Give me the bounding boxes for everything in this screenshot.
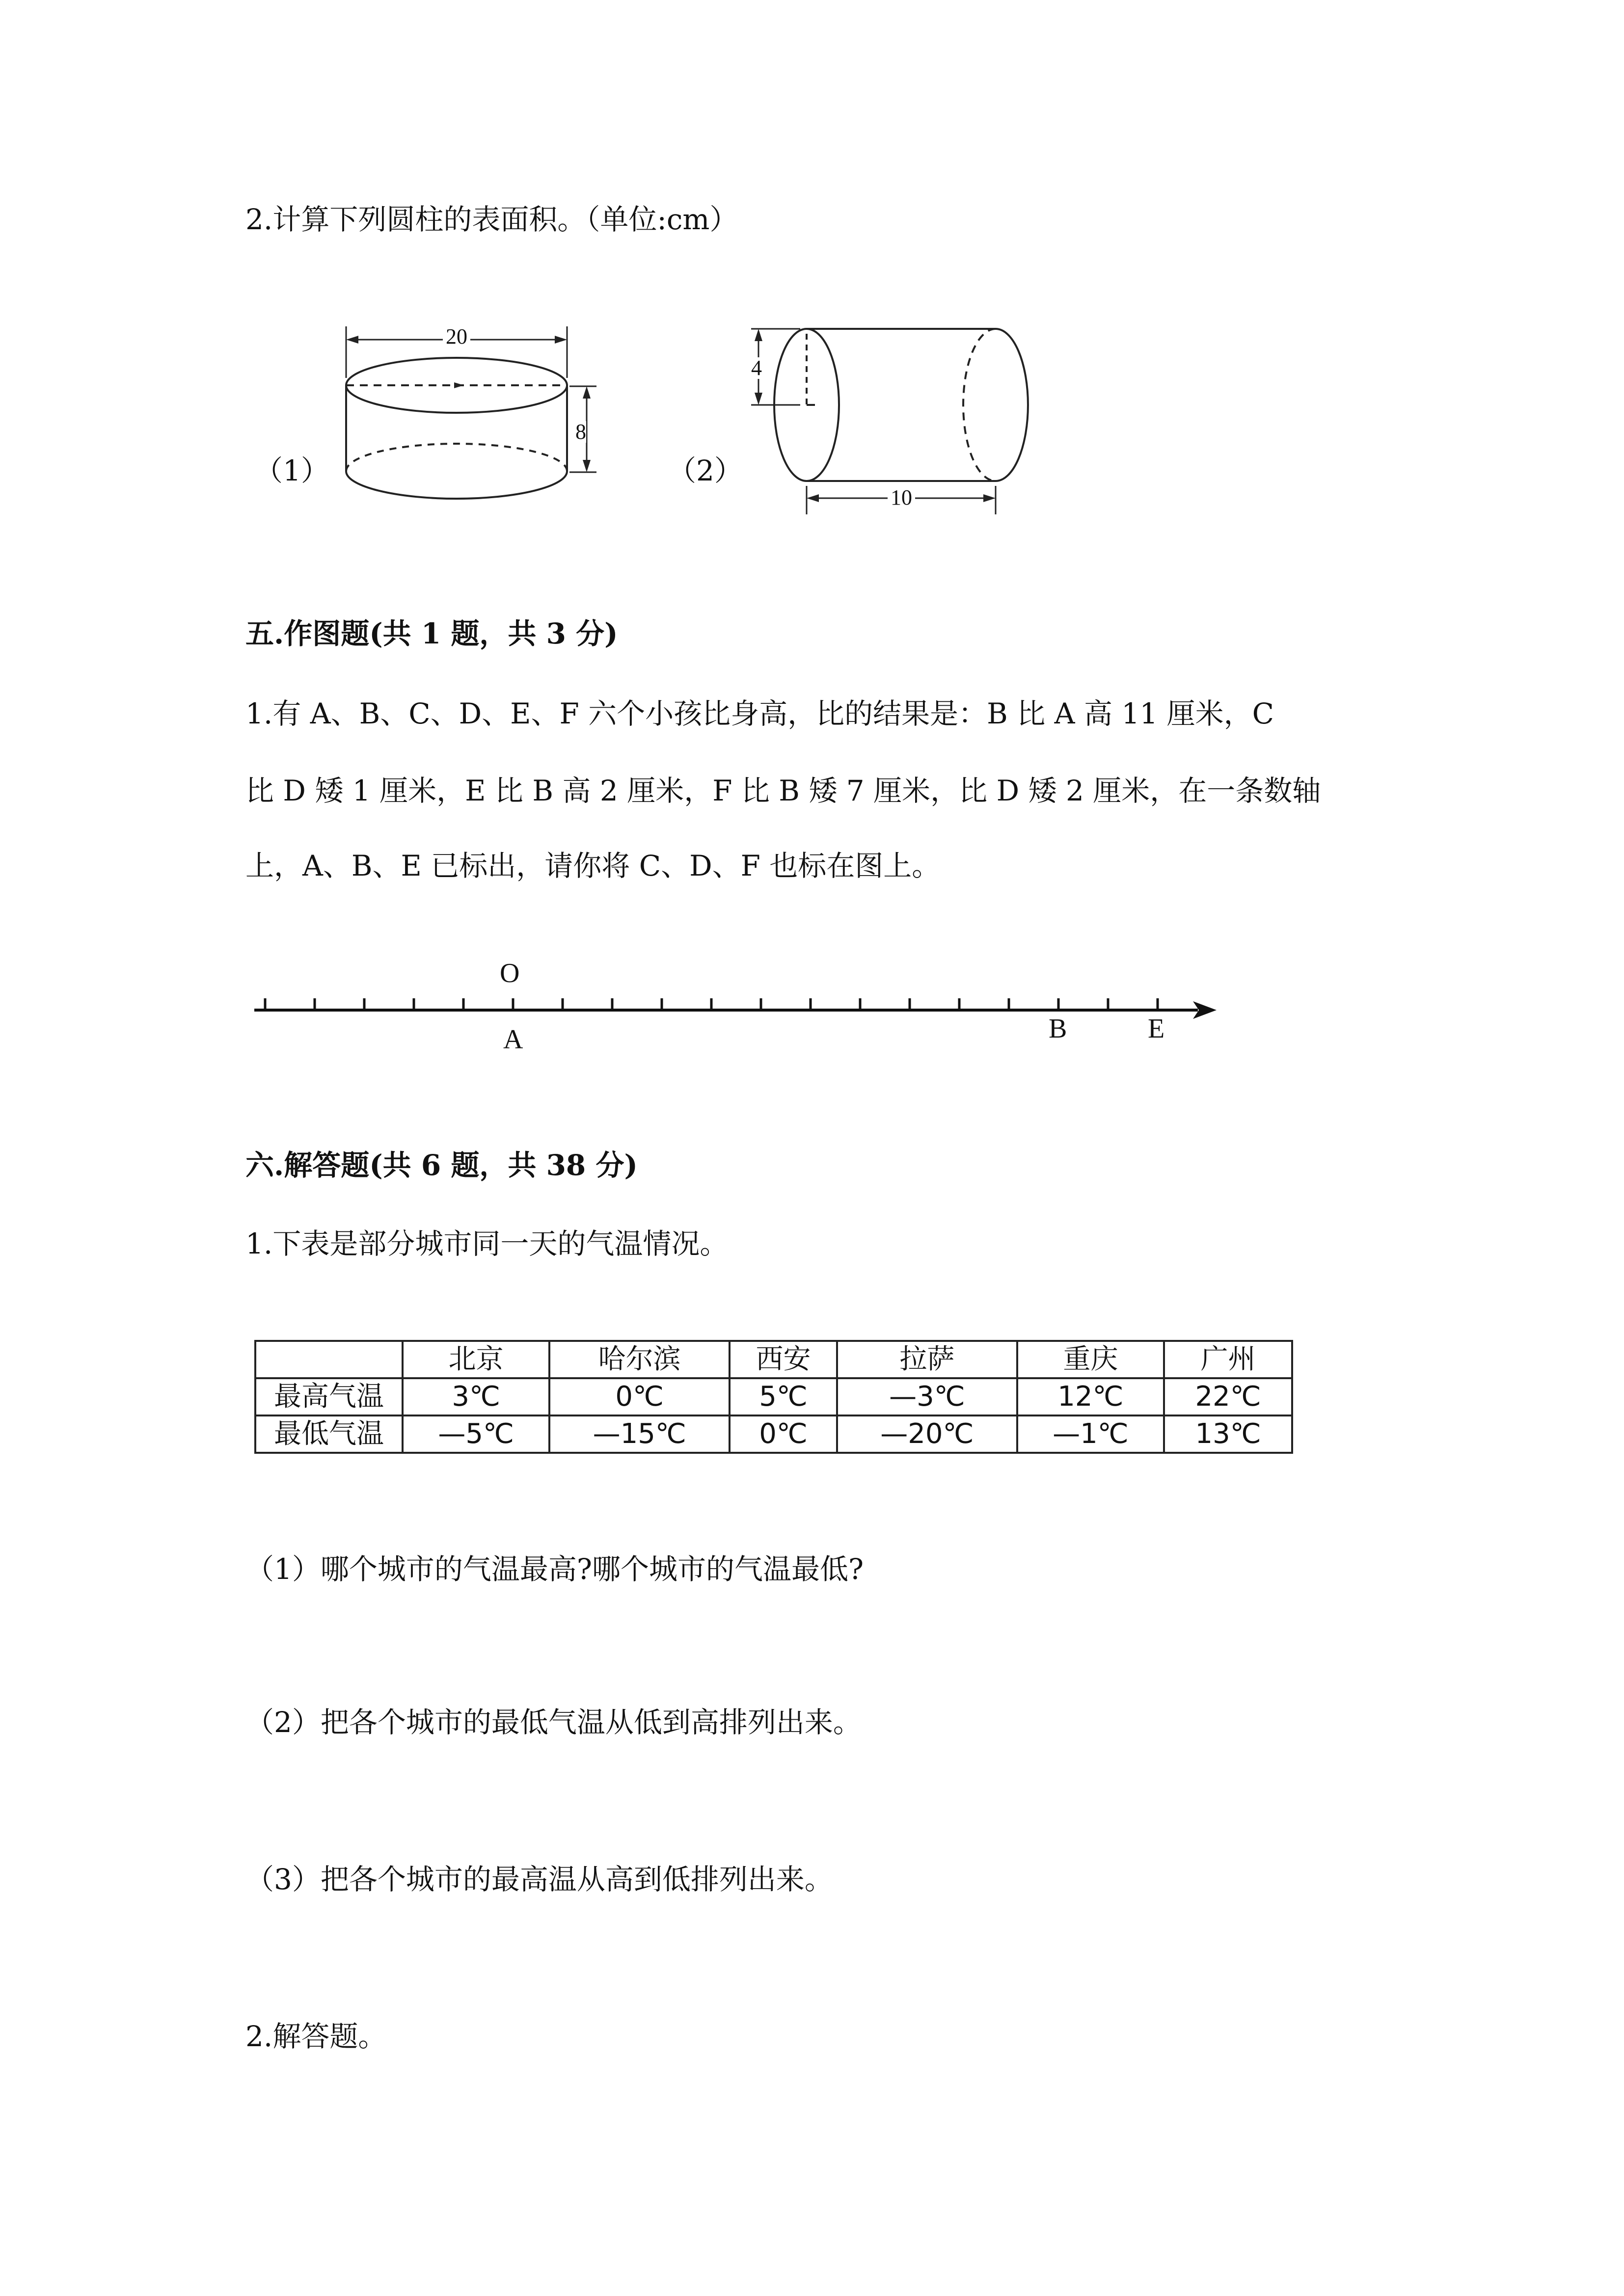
section-6-heading: 六.解答题(共 6 题，共 38 分) — [245, 1148, 638, 1182]
question-2-prompt-section-6: 2.解答题。 — [245, 2020, 387, 2053]
table-cell: 5℃ — [730, 1378, 837, 1415]
table-row — [255, 1378, 1292, 1415]
sub-question-1: （1）哪个城市的气温最高?哪个城市的气温最低? — [245, 1552, 864, 1586]
section-5-q1-line-1: 1.有 A、B、C、D、E、F 六个小孩比身高，比的结果是：B 比 A 高 11 厘米，C — [245, 697, 1274, 730]
table-cell: —3℃ — [837, 1378, 1017, 1415]
table-header-cell — [255, 1341, 403, 1378]
table-header-row — [255, 1341, 1292, 1378]
fig2-length-label: 10 — [888, 487, 915, 508]
section-5-q1-line-3: 上，A、B、E 已标出，请你将 C、D、F 也标在图上。 — [245, 849, 941, 882]
temperature-table — [254, 1340, 1293, 1454]
number-line-origin-label: O — [500, 958, 520, 988]
number-line-point-a: A — [503, 1024, 523, 1055]
question-2-prompt: 2.计算下列圆柱的表面积。（单位:cm） — [245, 203, 738, 236]
number-line-point-e: E — [1148, 1014, 1165, 1044]
table-row — [255, 1415, 1292, 1453]
table-header-cell: 广州 — [1164, 1341, 1292, 1378]
sub-question-2: （2）把各个城市的最低气温从低到高排列出来。 — [245, 1706, 862, 1739]
fig1-height-label: 8 — [575, 420, 586, 444]
figure-1-label: （1） — [254, 454, 329, 487]
table-cell: 13℃ — [1164, 1415, 1292, 1453]
sub-question-3: （3）把各个城市的最高温从高到低排列出来。 — [245, 1863, 833, 1896]
table-cell: 最低气温 — [255, 1415, 403, 1453]
table-cell: —20℃ — [837, 1415, 1017, 1453]
table-cell: 3℃ — [403, 1378, 549, 1415]
table-cell: 0℃ — [549, 1378, 730, 1415]
table-cell: —15℃ — [549, 1415, 730, 1453]
number-line-point-b: B — [1049, 1014, 1067, 1044]
table-header-cell: 重庆 — [1017, 1341, 1164, 1378]
table-cell: 12℃ — [1017, 1378, 1164, 1415]
fig2-radius-label: 4 — [751, 356, 762, 380]
table-header-cell: 北京 — [403, 1341, 549, 1378]
fig1-diameter-label: 20 — [443, 326, 470, 347]
table-cell: —5℃ — [403, 1415, 549, 1453]
table-header-cell: 拉萨 — [837, 1341, 1017, 1378]
section-5-heading: 五.作图题(共 1 题，共 3 分) — [245, 617, 618, 650]
table-header-cell: 西安 — [730, 1341, 837, 1378]
table-cell: —1℃ — [1017, 1415, 1164, 1453]
table-cell: 22℃ — [1164, 1378, 1292, 1415]
table-header-cell: 哈尔滨 — [549, 1341, 730, 1378]
figure-2-label: （2） — [668, 454, 743, 487]
table-cell: 0℃ — [730, 1415, 837, 1453]
section-6-q1-prompt: 1.下表是部分城市同一天的气温情况。 — [245, 1227, 729, 1260]
section-5-q1-line-2: 比 D 矮 1 厘米，E 比 B 高 2 厘米，F 比 B 矮 7 厘米，比 D 矮 2 厘米，在一条数轴 — [245, 774, 1321, 807]
table-cell: 最高气温 — [255, 1378, 403, 1415]
number-line-arrow — [1193, 1001, 1217, 1019]
